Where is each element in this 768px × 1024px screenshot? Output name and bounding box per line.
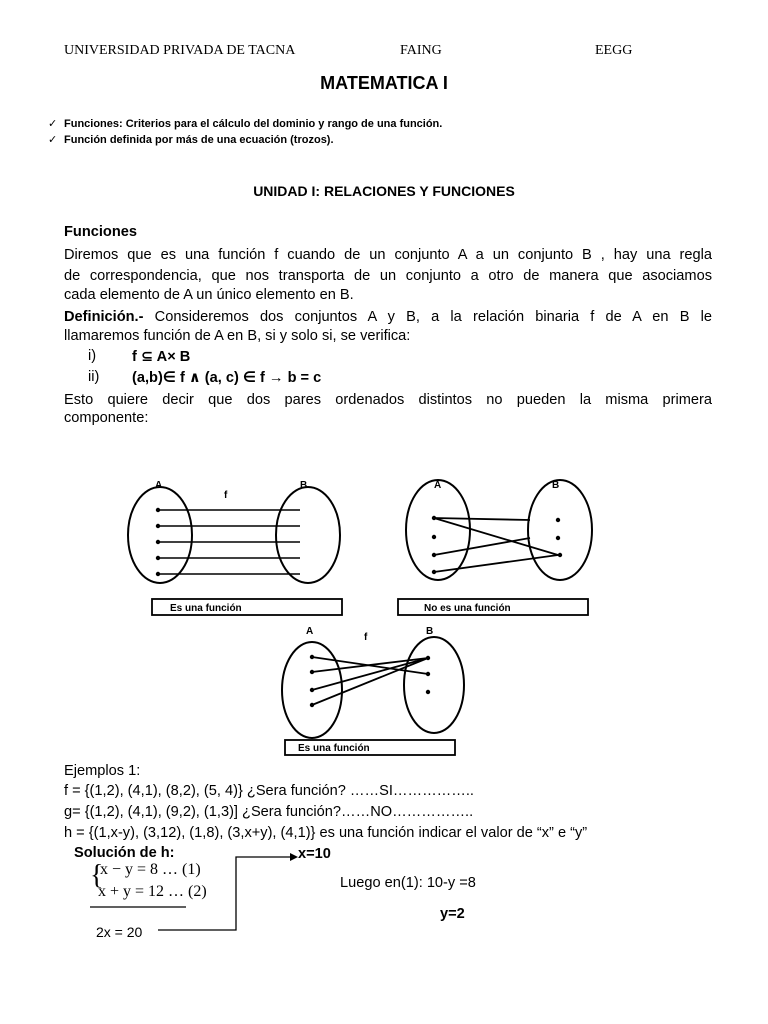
set-a-ellipse: [128, 487, 192, 583]
system-brace: {: [90, 860, 104, 891]
function-label: f: [364, 632, 368, 643]
diagram-no-es-funcion: [398, 480, 592, 615]
condition-label: ii): [88, 369, 100, 385]
example-h: h = {(1,x-y), (3,12), (1,8), (3,x+y), (4,1)} es una función indicar el valor de “x” e “y”: [64, 825, 588, 841]
header-school: EEGG: [595, 43, 633, 58]
paragraph-line: llamaremos función de A en B, si y solo si, se verifica:: [64, 328, 411, 344]
page-title: MATEMATICA I: [320, 73, 448, 93]
set-a-label: A: [434, 480, 442, 491]
mapping-arrows: [158, 510, 300, 574]
paragraph-line: Diremos que es una función f cuando de un conjunto A a un conjunto B , hay una regla: [64, 247, 712, 263]
sum-result: 2x = 20: [96, 924, 143, 940]
set-b-label: B: [300, 480, 308, 491]
checklist-item-text: Funciones: Criterios para el cálculo del dominio y rango de una función.: [64, 118, 443, 130]
condition-label: i): [88, 348, 97, 364]
set-b-ellipse: [404, 637, 464, 733]
diagram-es-funcion-1: [128, 480, 342, 615]
paragraph-line: de correspondencia, que nos transporta de un conjunto a otro de manera que asociamos: [64, 268, 712, 284]
mapping-arrows: [434, 518, 558, 572]
header-faculty: FAING: [400, 43, 442, 58]
header-university: UNIVERSIDAD PRIVADA DE TACNA: [64, 43, 296, 58]
diagram-caption: No es una función: [424, 603, 511, 614]
definition-label: Definición.-: [64, 309, 144, 325]
definition-text: Consideremos dos conjuntos A y B, a la relación binaria f de A en B le: [143, 309, 712, 325]
set-a-label: A: [306, 626, 314, 637]
set-a-label: A: [155, 480, 163, 491]
examples-heading: Ejemplos 1:: [64, 763, 141, 779]
set-b-ellipse: [276, 487, 340, 583]
unit-title: UNIDAD I: RELACIONES Y FUNCIONES: [253, 183, 515, 199]
x-result: x=10: [298, 846, 331, 862]
example-g: g= {(1,2), (4,1), (9,2), (1,3)] ¿Sera función?……NO……………..: [64, 804, 474, 820]
function-label: f: [224, 490, 228, 501]
diagram-caption: Es una función: [170, 603, 242, 614]
paragraph-line: cada elemento de A un único elemento en B.: [64, 287, 354, 303]
set-b-label: B: [552, 480, 560, 491]
checkmark-icon: ✓: [48, 134, 58, 146]
paragraph-line: Esto quiere decir que dos pares ordenados distintos no pueden la misma primera: [64, 392, 712, 408]
substitution-line: Luego en(1): 10-y =8: [340, 875, 476, 891]
y-result: y=2: [440, 906, 465, 922]
section-heading-funciones: Funciones: [64, 224, 137, 240]
checkmark-icon: ✓: [48, 118, 58, 130]
arrow-head-icon: [290, 853, 298, 861]
set-b-ellipse: [528, 480, 592, 580]
condition-formula: f ⊆ A× B: [132, 349, 191, 365]
mapping-arrows: [312, 657, 428, 705]
condition-formula: (a,b)∈ f ∧ (a, c) ∈ f → b = c: [132, 370, 322, 386]
set-elements: [156, 508, 160, 576]
set-elements: [432, 516, 562, 574]
paragraph-line: componente:: [64, 410, 149, 426]
equation-1: x − y = 8 … (1): [100, 861, 201, 878]
checklist-item-text: Función definida por más de una ecuación (trozos).: [64, 134, 334, 146]
diagram-caption: Es una función: [298, 743, 370, 754]
set-a-ellipse: [406, 480, 470, 580]
equation-2: x + y = 12 … (2): [98, 883, 207, 900]
diagram-es-funcion-2: [282, 626, 464, 755]
example-f: f = {(1,2), (4,1), (8,2), (5, 4)} ¿Sera función? ……SI……………..: [64, 783, 474, 799]
solution-label: Solución de h:: [74, 845, 175, 861]
set-b-label: B: [426, 626, 434, 637]
